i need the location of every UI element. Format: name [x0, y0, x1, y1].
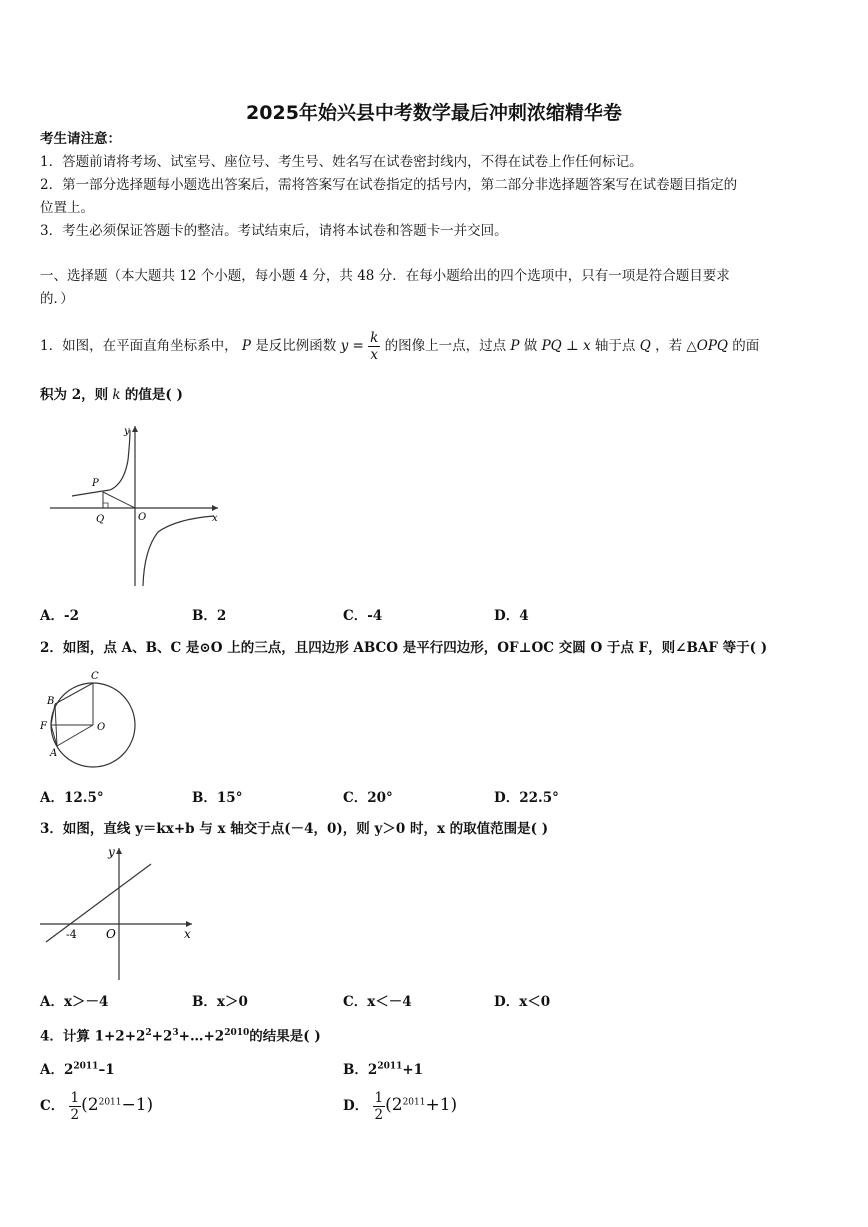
q2-stem: 2．如图，点 A、B、C 是⊙O 上的三点，且四边形 ABCO 是平行四边形，OF⊥OC 交圆 O 于点 F，则∠BAF 等于( ): [40, 640, 768, 656]
q3-option-b[interactable]: B．x＞0: [192, 994, 248, 1010]
label-o: O: [138, 512, 147, 523]
label-c: C: [91, 671, 99, 682]
hyperbola-branch-left: [72, 430, 130, 496]
cb-segment: [55, 683, 93, 704]
q1-option-c[interactable]: C．-4: [343, 608, 383, 624]
label-y: y: [108, 845, 115, 859]
line-kx-b: [46, 864, 151, 942]
q1-fraction: $\frac{k}{x}$: [370, 330, 379, 363]
label-x: x: [212, 513, 218, 524]
q4-option-a[interactable]: A．$2^{2011}-1$: [40, 1061, 115, 1078]
q4-option-b[interactable]: B．$2^{2011}+1$: [343, 1061, 424, 1078]
label-a: A: [50, 748, 58, 759]
q2-option-a[interactable]: A．12.5°: [40, 790, 104, 806]
q3-option-a[interactable]: A．x＞－4: [40, 994, 109, 1010]
section-heading-line2: 的．）: [40, 291, 74, 307]
label-p: P: [92, 478, 99, 489]
notice-heading: 考生请注意：: [40, 131, 121, 147]
x-arrow: [212, 505, 218, 511]
q4-option-d[interactable]: D． $\frac{1}{2}$ $(2^{2011}+1)$: [343, 1090, 458, 1123]
ao-segment: [57, 725, 93, 746]
q2-option-c[interactable]: C．20°: [343, 790, 393, 806]
y-arrow: [116, 848, 122, 854]
label-b: B: [47, 696, 55, 707]
y-arrow: [132, 426, 138, 432]
q3-option-d[interactable]: D．x＜0: [494, 994, 551, 1010]
page-title: 2025年始兴县中考数学最后冲刺浓缩精华卷: [246, 102, 622, 124]
notice-item-2-cont: 位置上。: [40, 200, 94, 216]
label-y: y: [124, 426, 130, 437]
hyperbola-branch-right: [143, 516, 214, 586]
q1-option-a[interactable]: A．-2: [40, 608, 79, 624]
label-x: x: [184, 927, 191, 941]
q4-option-c[interactable]: C． $\frac{1}{2}$ $(2^{2011}-1)$: [40, 1090, 154, 1123]
fb-segment: [51, 704, 55, 725]
label-o: O: [106, 927, 116, 941]
half-fraction: $\frac{1}{2}$: [374, 1090, 384, 1123]
q3-stem: 3．如图，直线 y＝kx+b 与 x 轴交于点(－4，0)，则 y＞0 时，x 的取值范围是( ): [40, 821, 549, 837]
q1-figure: [46, 420, 226, 590]
label-f: F: [40, 721, 47, 732]
q3-figure: [36, 842, 206, 984]
q2-figure: [36, 668, 146, 774]
q1-stem: 1．如图，在平面直角坐标系中， P 是反比例函数 y = $\frac{k}{x}$ 的图像上一点，过点 P 做 PQ ⊥ x 轴于点 Q ，若 △OPQ 的面: [40, 330, 760, 363]
notice-item-1: 1．答题前请将考场、试室号、座位号、考生号、姓名写在试卷密封线内，不得在试卷上作任何标记。: [40, 154, 643, 170]
section-heading-line1: 一、选择题（本大题共 12 个小题，每小题 4 分，共 48 分．在每小题给出的四个选项中，只有一项是符合题目要求: [40, 268, 730, 284]
q2-option-d[interactable]: D．22.5°: [494, 790, 559, 806]
q1-option-b[interactable]: B．2: [192, 608, 227, 624]
q2-option-b[interactable]: B．15°: [192, 790, 243, 806]
q1-option-d[interactable]: D．4: [494, 608, 529, 624]
right-angle-mark: [103, 503, 108, 508]
q1-stem-line2: 积为 2，则 k 的值是( ): [40, 387, 183, 403]
label-q: Q: [96, 514, 105, 525]
notice-item-2: 2．第一部分选择题每小题选出答案后，需将答案写在试卷指定的括号内，第二部分非选择题答案写在试卷题目指定的: [40, 177, 738, 193]
label-minus-4: -4: [66, 928, 77, 941]
label-o: O: [97, 722, 106, 733]
half-fraction: $\frac{1}{2}$: [70, 1090, 80, 1123]
notice-item-3: 3．考生必须保证答题卡的整洁。考试结束后，请将本试卷和答题卡一并交回。: [40, 223, 508, 239]
q4-stem: 4．计算 $1+2+2^2+2^3+\dots+2^{2010}$的结果是( ): [40, 1028, 321, 1045]
q3-option-c[interactable]: C．x＜－4: [343, 994, 412, 1010]
